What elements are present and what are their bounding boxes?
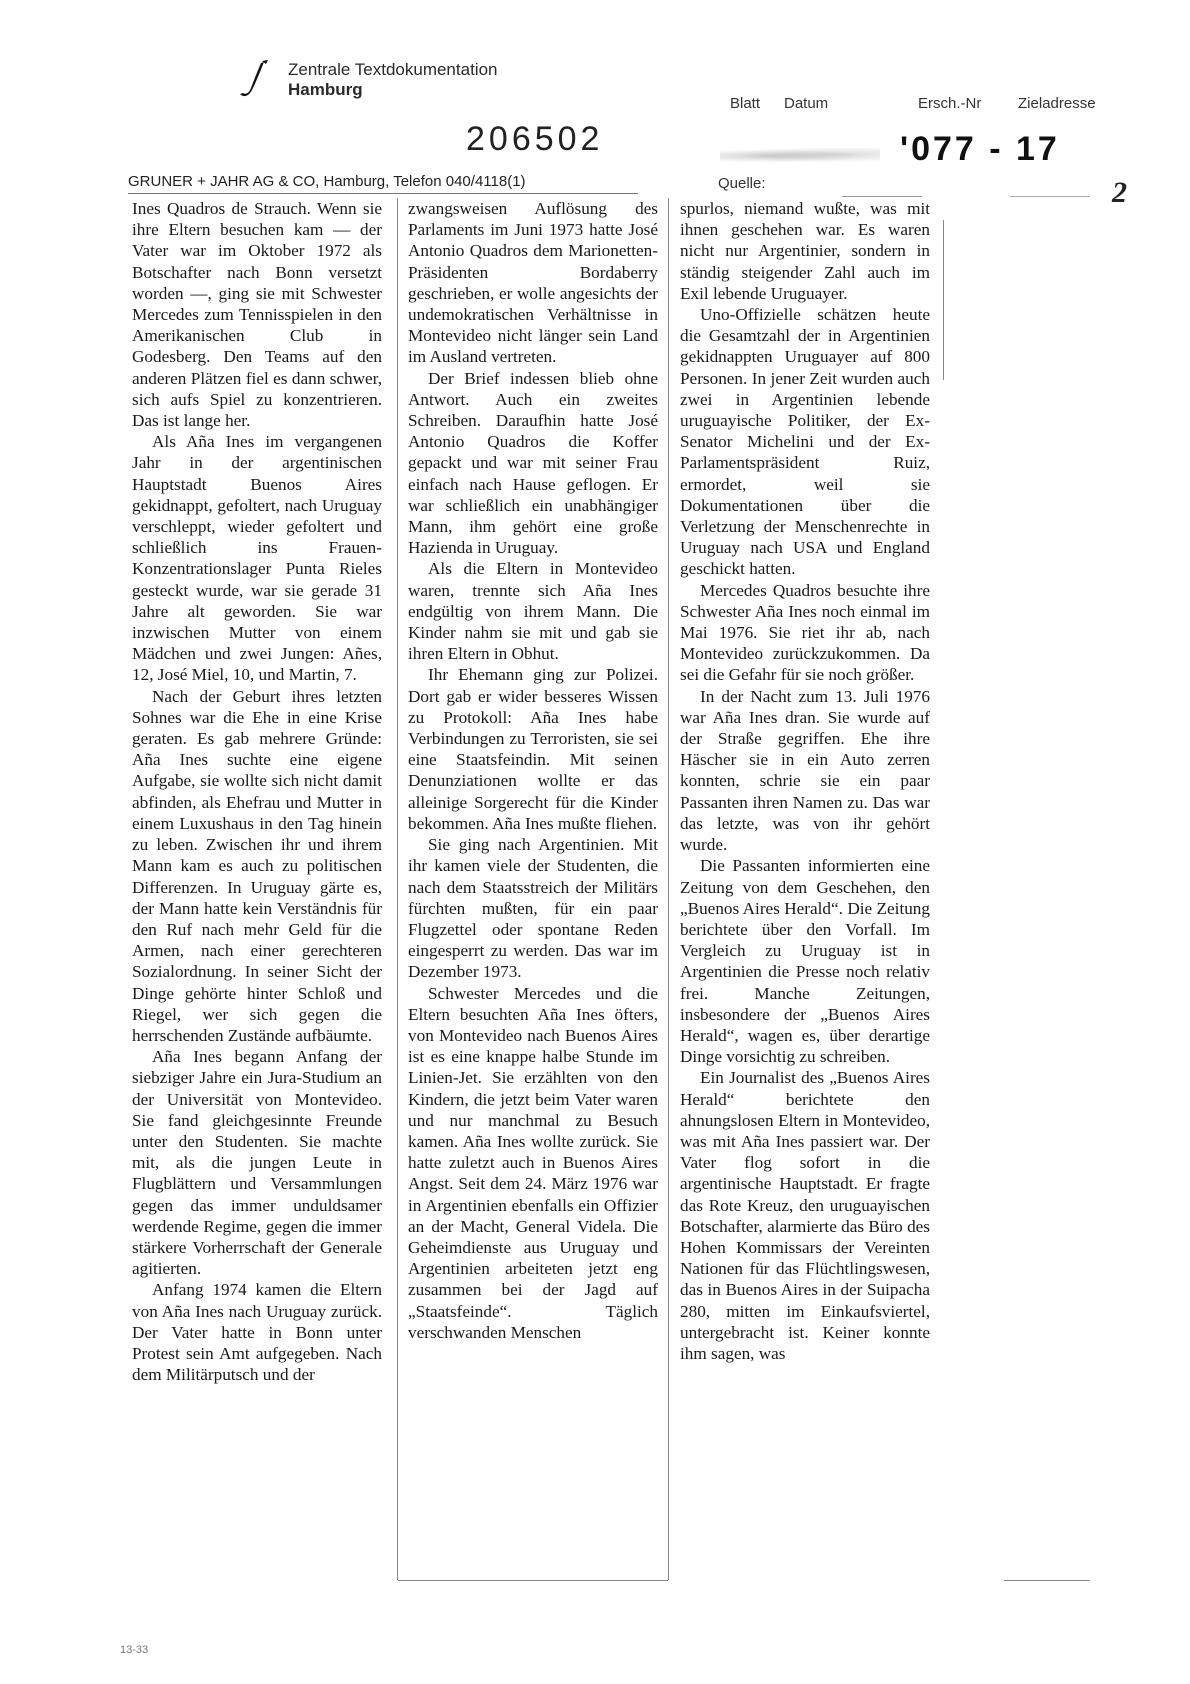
paragraph: Uno-Offizielle schätzen heute die Gesamtzahl der in Argentinien gekidnappten Uruguayer auf 800 Personen. In jener Zeit wurden auch zwei in Argentinien lebende uruguayische Politiker, der Ex-Senator Michelini und der Ex-Parlamentspräsident Ruiz, ermordet, weil sie Dokumentationen über die Verletzung der Menschenrechte in Uruguay nach USA und England geschickt hatten. <box>680 305 930 579</box>
document-number: 206502 <box>466 120 604 158</box>
paragraph: spurlos, niemand wußte, was mit ihnen geschehen war. Es waren nicht nur Argentinier, sondern in ständig steigender Zahl auch im Exil lebende Uruguayer. <box>680 199 930 303</box>
label-ersch-nr: Ersch.-Nr <box>918 95 982 112</box>
paragraph: Sie ging nach Argentinien. Mit ihr kamen viele der Studenten, die nach dem Staatsstreich der Militärs fürchten mußten, für ein paar Flugzettel oder spontane Reden eingesperrt zu werden. Das war im Dezember 1973. <box>408 835 658 982</box>
paragraph: Schwester Mercedes und die Eltern besuchten Aña Ines öfters, von Montevideo nach Buenos Aires ist es eine knappe halbe Stunde im Linien-Jet. Sie erzählten von den Kindern, die jetzt beim Vater waren und nur manchmal zu Besuch kamen. Aña Ines wollte zurück. Sie hatte zuletzt auch in Buenos Aires Angst. Seit dem 24. März 1976 war in Argentinien ebenfalls ein Offizier an der Macht, General Videla. Die Geheimdienste aus Uruguay und Argentinien arbeiteten jetzt eng zusammen bei der Jagd auf „Staatsfeinde“. Täglich verschwanden Menschen <box>408 983 658 1342</box>
label-zieladresse: Zieladresse <box>1018 95 1096 112</box>
paragraph: Nach der Geburt ihres letzten Sohnes war die Ehe in eine Krise geraten. Es gab mehrere Gründe: Aña Ines suchte eine eigene Aufgabe, sie wollte sich nicht damit abfinden, als Ehefrau und Mutter in einem Luxushaus in den Tag hinein zu leben. Zwischen ihr und ihrem Mann kam es auch zu politischen Differenzen. In Uruguay gärte es, der Mann hatte kein Verständnis für den Ruf nach mehr Geld für die Armen, nach einer gerechteren Sozialordnung. In seiner Sicht der Dinge gehörte hinter Schloß und Riegel, wer sich gegen die herrschenden Zustände aufbäumte. <box>132 686 382 1045</box>
paragraph: Anfang 1974 kamen die Eltern von Aña Ines nach Uruguay zurück. Der Vater hatte in Bonn unter Protest sein Amt aufgegeben. Nach dem Militärputsch und der <box>132 1280 382 1385</box>
paragraph: Aña Ines begann Anfang der siebziger Jahre ein Jura-Studium an der Universität von Montevideo. Sie fand gleichgesinnte Freunde unter den Studenten. Sie machte mit, als die jungen Leute in Flugblättern und Versammlungen gegen das immer unduldsamer werdende Regime, gegen die immer stärkere Vorherrschaft der Generale agitierten. <box>132 1047 382 1279</box>
paragraph: Die Passanten informierten eine Zeitung von dem Geschehen, den „Buenos Aires Herald“. Die Zeitung berichtete über den Vorfall. Im Vergleich zu Uruguay ist in Argentinien die Presse noch relativ frei. Manche Zeitungen, insbesondere der „Buenos Aires Herald“, wagen es, über derartige Dinge vorsichtig zu schreiben. <box>680 856 930 1067</box>
column-edge-right <box>943 220 944 380</box>
header-divider-far-right <box>1010 196 1090 197</box>
paragraph: zwangsweisen Auflösung des Parlaments im Juni 1973 hatte José Antonio Quadros dem Marionetten-Präsidenten Bordaberry geschrieben, er wolle angesichts der undemokratischen Verhältnisse in Montevideo nicht länger sein Land im Ausland vertreten. <box>408 199 658 367</box>
paragraph: Mercedes Quadros besuchte ihre Schwester Aña Ines noch einmal im Mai 1976. Sie riet ihr ab, nach Montevideo zurückzukommen. Da sei die Gefahr für sie noch größer. <box>680 580 930 685</box>
article-column-1 <box>132 198 382 1385</box>
archive-logo-icon <box>238 60 272 104</box>
date-code: '077 - 17 <box>900 130 1060 168</box>
paragraph: Ines Quadros de Strauch. Wenn sie ihre Eltern besuchen kam — der Vater war im Oktober 1972 als Botschafter nach Bonn versetzt worden —, ging sie mit Schwester Mercedes zum Tennisspielen in den Amerikanischen Club in Godesberg. Den Teams auf den anderen Plätzen fiel es dann schwer, sich aufs Spiel zu konzentrieren. Das ist lange her. <box>132 199 382 431</box>
org-line-2: Hamburg <box>288 80 363 99</box>
header-divider-right <box>842 196 922 197</box>
paragraph: In der Nacht zum 13. Juli 1976 war Aña Ines dran. Sie wurde auf der Straße gegriffen. Ehe ihre Häscher sie in ein Auto zerren konnten, schrie sie ein paar Passanten ihren Namen zu. Das war das letzte, was von ihr gehört wurde. <box>680 686 930 855</box>
paragraph: Als Aña Ines im vergangenen Jahr in der argentinischen Hauptstadt Buenos Aires gekidnappt, gefoltert, nach Uruguay verschleppt, wieder gefoltert und schließlich ins Frauen-Konzentrationslager Punta Rieles gesteckt wurde, war sie gerade 31 Jahre alt geworden. Sie war inzwischen Mutter von einem Mädchen und zwei Jungen: Añes, 12, José Miel, 10, und Martin, 7. <box>132 432 382 685</box>
organization-name <box>288 60 497 100</box>
paragraph: Ein Journalist des „Buenos Aires Herald“ berichtete den ahnungslosen Eltern in Montevideo, was mit Aña Ines passiert war. Der Vater flog sofort in die argentinische Hauptstadt. Er fragte das Rote Kreuz, den uruguayischen Botschafter, alarmierte das Büro des Hohen Kommissars der Vereinten Nationen für das Flüchtlingswesen, das in Buenos Aires in der Suipacha 280, mitten im Einkaufsviertel, untergebracht ist. Keiner konnte ihm sagen, was <box>680 1068 930 1363</box>
footer-code: 13-33 <box>120 1644 149 1656</box>
column-divider-1 <box>397 198 398 1580</box>
column-divider-2 <box>668 198 669 1580</box>
article-column-3 <box>680 198 930 1364</box>
label-blatt: Blatt <box>730 95 761 112</box>
article-column-2 <box>408 198 658 1343</box>
paragraph: Ihr Ehemann ging zur Polizei. Dort gab er wider besseres Wissen zu Protokoll: Aña Ines habe Verbindungen zu Terroristen, sie sei eine Staatsfeindin. Mit seinen Denunziationen wollte er das alleinige Sorgerecht für die Kinder bekommen. Aña Ines mußte fliehen. <box>408 665 658 833</box>
header-divider <box>128 193 638 194</box>
bottom-rule-right <box>1004 1580 1090 1581</box>
date-stamp-smudge <box>720 148 880 164</box>
quelle-label: Quelle: <box>718 175 766 192</box>
margin-mark: 2 <box>1112 176 1127 209</box>
bottom-rule-middle <box>398 1580 668 1581</box>
paragraph: Der Brief indessen blieb ohne Antwort. Auch ein zweites Schreiben. Daraufhin hatte José Antonio Quadros die Koffer gepackt und war mit seiner Frau einfach nach Hause geflogen. Er war schließlich ein unabhängiger Mann, ihm gehört eine große Hazienda in Uruguay. <box>408 368 658 558</box>
paragraph: Als die Eltern in Montevideo waren, trennte sich Aña Ines endgültig von ihrem Mann. Die Kinder nahm sie mit und gab sie ihren Eltern in Obhut. <box>408 559 658 664</box>
label-datum: Datum <box>784 95 829 112</box>
org-line-1: Zentrale Textdokumentation <box>288 60 498 79</box>
publisher-line: GRUNER + JAHR AG & CO, Hamburg, Telefon 040/4118(1) <box>128 173 526 190</box>
